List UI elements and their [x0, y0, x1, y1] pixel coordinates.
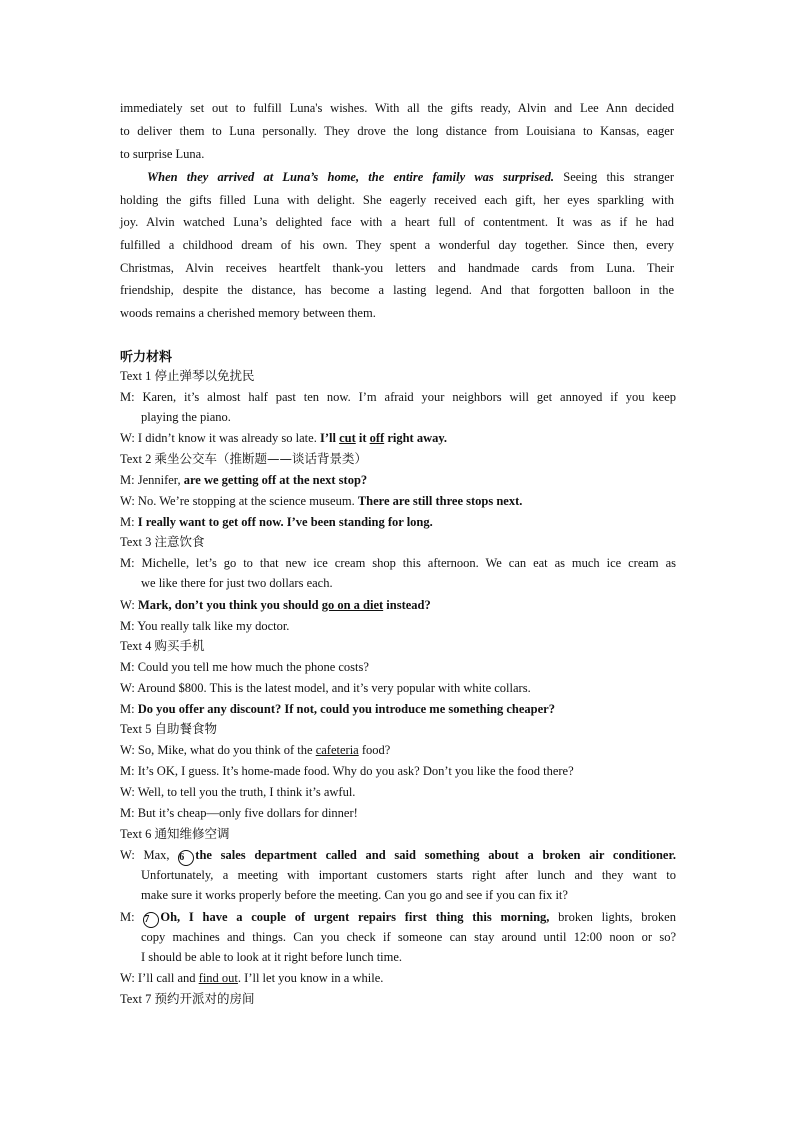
text-number: Text 7 [120, 992, 152, 1006]
story-line: friendship, despite the distance, has become a lasting legend. And that forgotten balloon in the [120, 283, 674, 297]
dialogue-text: W: I didn’t know it was already so late. [120, 431, 320, 445]
text-topic: 购买手机 [154, 638, 205, 653]
circled-number-7-icon: 7 [143, 912, 159, 928]
dialogue-line [120, 699, 676, 719]
dialogue-line: M: It’s OK, I guess. It’s home-made food. Why do you ask? Don’t you like the food there? [120, 764, 574, 778]
dialogue-line [120, 968, 676, 988]
dialogue-bold: There are still three stops next. [357, 494, 523, 508]
dialogue-text: W: I’ll call and [120, 971, 199, 985]
text-topic: 自助餐食物 [154, 721, 218, 736]
dialogue-line: playing the piano. [141, 410, 231, 424]
story-para2-first-line [147, 166, 674, 189]
dialogue-line: M: Could you tell me how much the phone costs? [120, 660, 369, 674]
dialogue-line: M: Karen, it’s almost half past ten now. I’m afraid your neighbors will get annoyed if you keep [120, 390, 676, 404]
story-line: Christmas, Alvin receives heartfelt thank-you letters and handmade cards from Luna. Their [120, 261, 674, 275]
text-topic: 注意饮食 [154, 534, 205, 549]
dialogue-line [120, 428, 676, 448]
dialogue-line [120, 512, 676, 532]
dialogue-line [120, 907, 676, 928]
underlined-phrase: find out [198, 971, 238, 985]
dialogue-line [120, 595, 676, 615]
dialogue-text: M: [120, 515, 138, 529]
dialogue-line: Unfortunately, a meeting with important customers starts right after lunch and they want to [141, 868, 676, 882]
dialogue-line [120, 491, 676, 511]
story-text: Seeing this stranger [554, 170, 674, 184]
dialogue-line [120, 470, 676, 490]
story-line: immediately set out to fulfill Luna's wishes. With all the gifts ready, Alvin and Lee Ann decided [120, 101, 674, 115]
dialogue-line [120, 740, 676, 760]
dialogue-line: M: You really talk like my doctor. [120, 619, 290, 633]
dialogue-text: W: Max, [120, 848, 179, 862]
dialogue-bold: instead? [383, 598, 431, 612]
dialogue-line [120, 845, 676, 866]
text3-heading [120, 532, 205, 552]
story-line: woods remains a cherished memory between them. [120, 306, 376, 320]
text-number: Text 4 [120, 639, 152, 653]
story-emphasis: When they arrived at Luna’s home, the entire family was surprised. [147, 170, 555, 184]
text-number: Text 2 [120, 452, 152, 466]
text-topic: 通知维修空调 [154, 826, 230, 841]
dialogue-bold: Mark, don’t you think you should [137, 598, 322, 612]
dialogue-bold: Do you offer any discount? If not, could you introduce me something cheaper? [137, 702, 555, 716]
text7-heading [120, 989, 255, 1009]
underlined-phrase: cafeteria [315, 743, 359, 757]
circled-number-6-icon: 6 [178, 850, 194, 866]
dialogue-text: broken lights, broken [549, 910, 676, 924]
underlined-phrase: cut [339, 431, 356, 445]
dialogue-text: M: [120, 702, 138, 716]
text-topic: 预约开派对的房间 [154, 991, 255, 1006]
text6-heading [120, 824, 230, 844]
dialogue-bold: right away. [384, 431, 448, 445]
dialogue-text: food? [358, 743, 391, 757]
text-number: Text 6 [120, 827, 152, 841]
dialogue-line: W: Well, to tell you the truth, I think it’s awful. [120, 785, 356, 799]
story-line: joy. Alvin watched Luna’s delighted face with a heart full of contentment. It was as if he had [120, 215, 674, 229]
text-topic: 乘坐公交车（推断题——谈话背景类） [154, 451, 368, 466]
story-line: holding the gifts filled Luna with delight. She eagerly received each gift, her eyes sparkling with [120, 193, 674, 207]
text5-heading [120, 719, 217, 739]
dialogue-text: W: [120, 598, 138, 612]
listening-heading: 听力材料 [120, 350, 173, 365]
dialogue-line: make sure it works properly before the meeting. Can you go and see if you can fix it? [141, 888, 568, 902]
dialogue-line: I should be able to look at it right before lunch time. [141, 950, 403, 964]
text1-heading [120, 366, 255, 386]
dialogue-text: W: So, Mike, what do you think of the [120, 743, 316, 757]
text-number: Text 5 [120, 722, 152, 736]
underlined-phrase: off [369, 431, 385, 445]
dialogue-text: . I’ll let you know in a while. [237, 971, 384, 985]
text-topic: 停止弹琴以免扰民 [154, 368, 255, 383]
dialogue-bold: are we getting off at the next stop? [183, 473, 368, 487]
text2-heading [120, 449, 367, 469]
text-number: Text 3 [120, 535, 152, 549]
text-number: Text 1 [120, 369, 152, 383]
dialogue-bold: the sales department called and said something about a broken air conditioner. [195, 848, 676, 862]
dialogue-text: W: No. We’re stopping at the science museum. [120, 494, 358, 508]
story-line: to surprise Luna. [120, 147, 205, 161]
dialogue-line: W: Around $800. This is the latest model, and it’s very popular with white collars. [120, 681, 531, 695]
text4-heading [120, 636, 205, 656]
dialogue-bold: I’ll [319, 431, 340, 445]
dialogue-bold: it [355, 431, 370, 445]
dialogue-bold: Oh, I have a couple of urgent repairs first thing this morning, [160, 910, 550, 924]
dialogue-text: M: Jennifer, [120, 473, 184, 487]
dialogue-line: M: Michelle, let’s go to that new ice cream shop this afternoon. We can eat as much ice cream as [120, 556, 676, 570]
underlined-phrase: go on a diet [321, 598, 384, 612]
dialogue-line: we like there for just two dollars each. [141, 576, 333, 590]
story-line: to deliver them to Luna personally. They drove the long distance from Louisiana to Kansas, eager [120, 124, 674, 138]
dialogue-text: M: [120, 910, 144, 924]
story-line: fulfilled a childhood dream of his own. They spent a wonderful day together. Since then, every [120, 238, 674, 252]
dialogue-line: M: But it’s cheap—only five dollars for dinner! [120, 806, 358, 820]
dialogue-bold: I really want to get off now. I’ve been standing for long. [137, 515, 433, 529]
dialogue-line: copy machines and things. Can you check if someone can stay around until 12:00 noon or so? [141, 930, 676, 944]
